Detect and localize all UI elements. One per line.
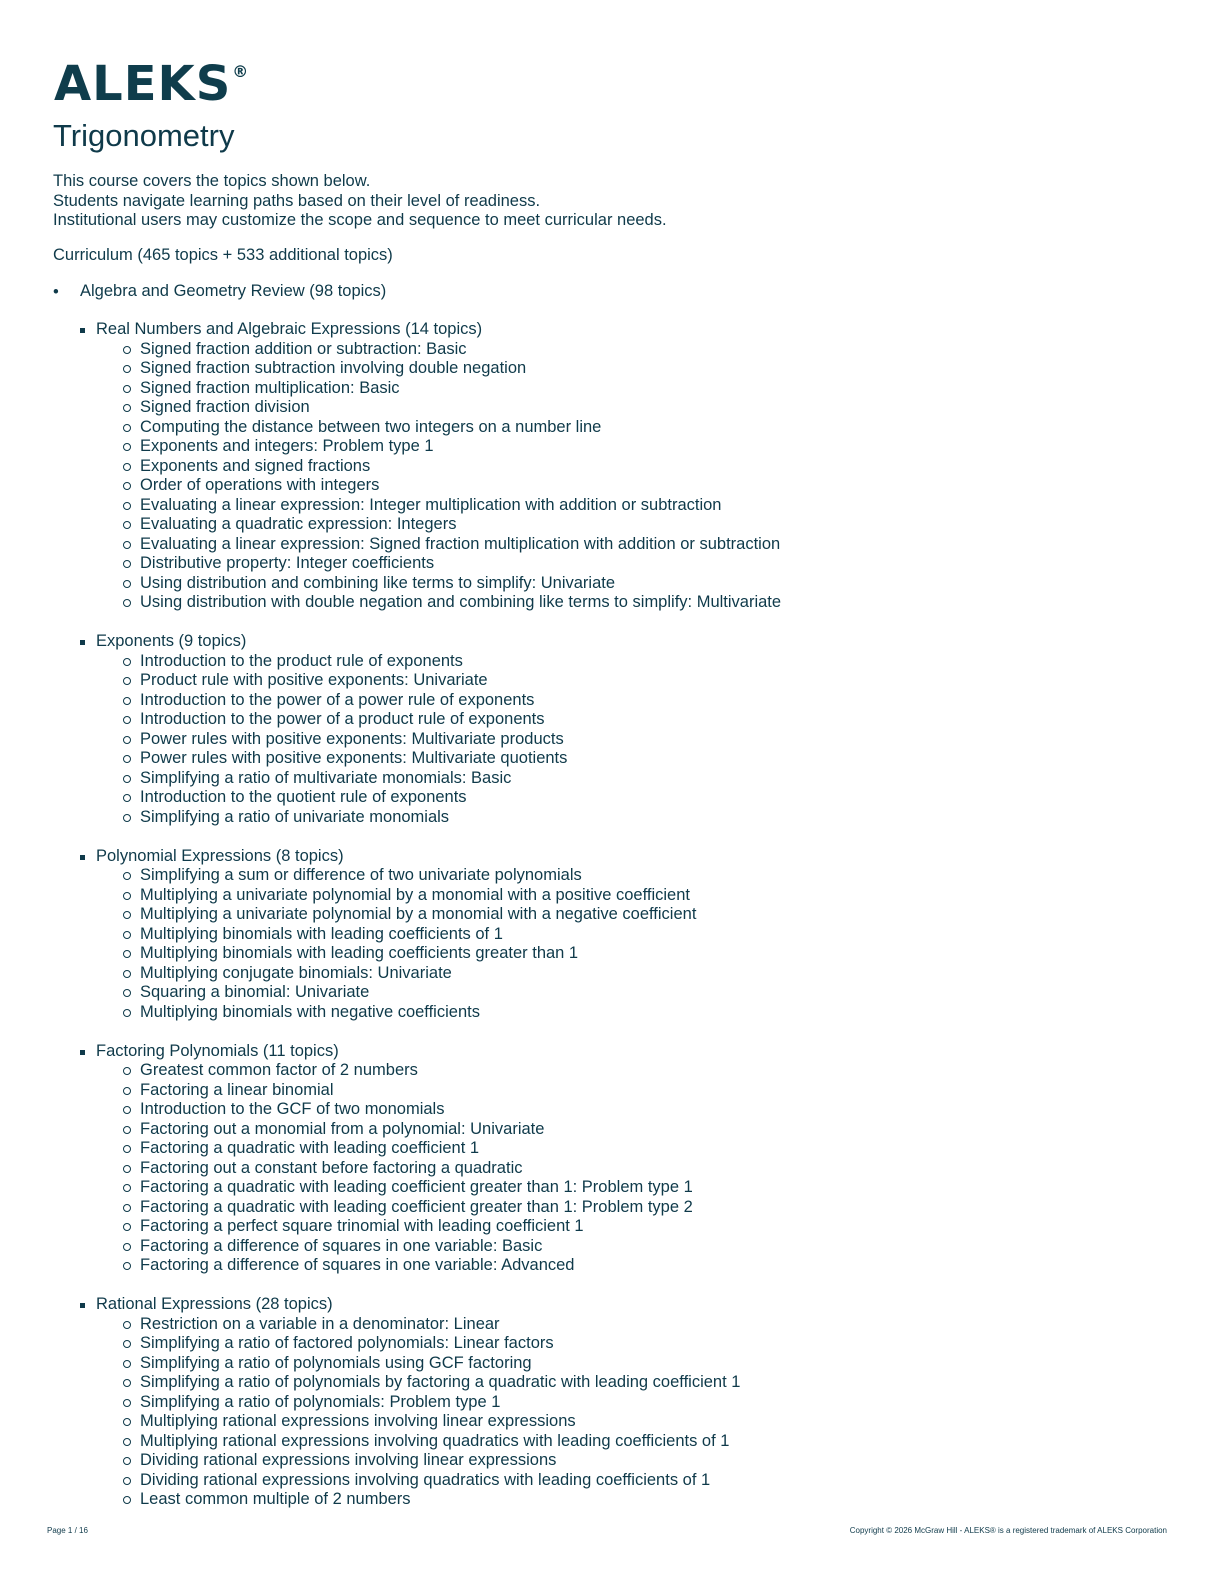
topic-label: Restriction on a variable in a denominator: Linear <box>140 1314 500 1333</box>
topic-label: Factoring a quadratic with leading coefficient greater than 1: Problem type 2 <box>140 1197 693 1216</box>
circle-bullet-icon <box>123 1165 131 1173</box>
section-label: Real Numbers and Algebraic Expressions (14 topics) <box>96 320 483 338</box>
topic-label: Factoring a linear binomial <box>140 1080 334 1099</box>
list-item <box>80 749 781 769</box>
circle-bullet-icon <box>123 1067 131 1075</box>
list-item <box>80 593 781 613</box>
list-item <box>80 808 781 828</box>
topic-label: Factoring a quadratic with leading coefficient 1 <box>140 1139 480 1157</box>
circle-bullet-icon <box>123 989 131 997</box>
topic-label: Power rules with positive exponents: Multivariate quotients <box>140 749 568 767</box>
intro <box>53 172 667 231</box>
topic-label: Factoring a difference of squares in one variable: Basic <box>140 1236 543 1255</box>
list-item <box>80 866 781 886</box>
topic-label: Factoring a difference of squares in one variable: Advanced <box>140 1256 575 1274</box>
circle-bullet-icon <box>123 677 131 685</box>
section-title <box>80 320 781 340</box>
list-item <box>80 1081 781 1101</box>
topic-label: Introduction to the power of a product rule of exponents <box>140 710 545 728</box>
list-item <box>80 1178 781 1198</box>
topic-label: Introduction to the GCF of two monomials <box>140 1100 445 1118</box>
circle-bullet-icon <box>123 346 131 354</box>
intro-line: Students navigate learning paths based on their level of readiness. <box>53 191 541 210</box>
topic-label: Signed fraction division <box>140 398 310 416</box>
list-item <box>80 1315 781 1335</box>
list-item <box>80 671 781 691</box>
copyright: Copyright © 2026 McGraw Hill - ALEKS® is a registered trademark of ALEKS Corporation <box>849 1526 1167 1535</box>
section <box>80 1042 781 1276</box>
list-item <box>80 1198 781 1218</box>
circle-bullet-icon <box>123 716 131 724</box>
curriculum-summary: Curriculum (465 topics + 533 additional topics) <box>53 246 393 264</box>
circle-bullet-icon <box>123 1243 131 1251</box>
list-item <box>80 554 781 574</box>
list-item <box>80 886 781 906</box>
section-title <box>80 1042 781 1062</box>
list-item <box>80 1120 781 1140</box>
circle-bullet-icon <box>123 1379 131 1387</box>
topic-label: Signed fraction subtraction involving double negation <box>140 359 527 377</box>
circle-bullet-icon <box>123 404 131 412</box>
topic-label: Factoring out a constant before factoring a quadratic <box>140 1158 523 1177</box>
list-item <box>80 788 781 808</box>
bullet-icon: • <box>53 283 59 301</box>
intro-line: This course covers the topics shown below. <box>53 172 371 190</box>
circle-bullet-icon <box>123 482 131 490</box>
topic-label: Simplifying a ratio of factored polynomials: Linear factors <box>140 1334 554 1352</box>
circle-bullet-icon <box>123 541 131 549</box>
circle-bullet-icon <box>123 814 131 822</box>
topic-label: Signed fraction addition or subtraction: Basic <box>140 339 467 358</box>
list-item <box>80 710 781 730</box>
list-item <box>80 1373 781 1393</box>
circle-bullet-icon <box>123 775 131 783</box>
circle-bullet-icon <box>123 872 131 880</box>
list-item <box>80 398 781 418</box>
circle-bullet-icon <box>123 1496 131 1504</box>
list-item <box>80 964 781 984</box>
topic-label: Factoring out a monomial from a polynomial: Univariate <box>140 1119 545 1138</box>
topic-label: Product rule with positive exponents: Univariate <box>140 671 488 689</box>
circle-bullet-icon <box>123 365 131 373</box>
list-item <box>80 418 781 438</box>
top-level-label: Algebra and Geometry Review (98 topics) <box>80 282 387 300</box>
list-item <box>80 515 781 535</box>
topic-label: Evaluating a linear expression: Integer multiplication with addition or subtraction <box>140 495 722 514</box>
topic-label: Squaring a binomial: Univariate <box>140 983 370 1001</box>
list-item <box>80 359 781 379</box>
square-bullet-icon <box>80 1303 85 1308</box>
list-item <box>80 1159 781 1179</box>
circle-bullet-icon <box>123 1321 131 1329</box>
circle-bullet-icon <box>123 1009 131 1017</box>
topic-label: Greatest common factor of 2 numbers <box>140 1061 418 1079</box>
list-item <box>80 1256 781 1276</box>
square-bullet-icon <box>80 640 85 645</box>
circle-bullet-icon <box>123 697 131 705</box>
list-item <box>80 340 781 360</box>
list-item <box>80 535 781 555</box>
section-title <box>80 632 781 652</box>
topic-label: Multiplying binomials with leading coefficients greater than 1 <box>140 944 579 962</box>
topic-label: Introduction to the quotient rule of exponents <box>140 788 467 806</box>
circle-bullet-icon <box>123 599 131 607</box>
topic-label: Order of operations with integers <box>140 476 380 494</box>
square-bullet-icon <box>80 855 85 860</box>
topic-label: Factoring a perfect square trinomial with leading coefficient 1 <box>140 1217 584 1235</box>
topic-label: Signed fraction multiplication: Basic <box>140 378 400 397</box>
list-item <box>80 1412 781 1432</box>
circle-bullet-icon <box>123 1457 131 1465</box>
topic-label: Simplifying a sum or difference of two univariate polynomials <box>140 866 582 884</box>
topic-label: Least common multiple of 2 numbers <box>140 1490 411 1508</box>
list-item <box>80 983 781 1003</box>
list-item <box>80 944 781 964</box>
circle-bullet-icon <box>123 1145 131 1153</box>
list-item <box>80 1003 781 1023</box>
topic-label: Distributive property: Integer coefficients <box>140 554 435 572</box>
topic-sections <box>80 320 781 1529</box>
list-item <box>80 1237 781 1257</box>
list-item <box>80 379 781 399</box>
circle-bullet-icon <box>123 580 131 588</box>
square-bullet-icon <box>80 328 85 333</box>
topic-label: Computing the distance between two integers on a number line <box>140 417 602 436</box>
page-title: Trigonometry <box>53 118 235 153</box>
top-level-item <box>53 282 387 301</box>
list-item <box>80 652 781 672</box>
topic-label: Simplifying a ratio of polynomials: Problem type 1 <box>140 1392 501 1411</box>
circle-bullet-icon <box>123 931 131 939</box>
circle-bullet-icon <box>123 1418 131 1426</box>
circle-bullet-icon <box>123 521 131 529</box>
topic-label: Introduction to the product rule of exponents <box>140 651 463 670</box>
list-item <box>80 1451 781 1471</box>
topic-label: Evaluating a quadratic expression: Integers <box>140 515 457 533</box>
list-item <box>80 925 781 945</box>
page-number: Page 1 / 16 <box>47 1526 88 1535</box>
section-title <box>80 847 781 867</box>
circle-bullet-icon <box>123 1477 131 1485</box>
circle-bullet-icon <box>123 502 131 510</box>
circle-bullet-icon <box>123 424 131 432</box>
topic-label: Simplifying a ratio of polynomials using GCF factoring <box>140 1353 532 1372</box>
list-item <box>80 1334 781 1354</box>
circle-bullet-icon <box>123 463 131 471</box>
topic-label: Simplifying a ratio of polynomials by factoring a quadratic with leading coefficient 1 <box>140 1373 741 1391</box>
intro-line: Institutional users may customize the scope and sequence to meet curricular needs. <box>53 211 667 229</box>
list-item <box>80 1393 781 1413</box>
section <box>80 1295 781 1510</box>
section-label: Exponents (9 topics) <box>96 632 247 650</box>
circle-bullet-icon <box>123 1106 131 1114</box>
list-item <box>80 476 781 496</box>
topic-label: Simplifying a ratio of univariate monomials <box>140 807 450 826</box>
list-item <box>80 1354 781 1374</box>
list-item <box>80 437 781 457</box>
list-item <box>80 905 781 925</box>
topic-label: Multiplying binomials with negative coefficients <box>140 1002 480 1021</box>
circle-bullet-icon <box>123 1340 131 1348</box>
list-item <box>80 1061 781 1081</box>
circle-bullet-icon <box>123 560 131 568</box>
list-item <box>80 691 781 711</box>
section <box>80 632 781 827</box>
circle-bullet-icon <box>123 385 131 393</box>
topic-label: Multiplying a univariate polynomial by a monomial with a positive coefficient <box>140 885 690 904</box>
topic-label: Factoring a quadratic with leading coefficient greater than 1: Problem type 1 <box>140 1178 693 1196</box>
list-item <box>80 769 781 789</box>
list-item <box>80 457 781 477</box>
circle-bullet-icon <box>123 892 131 900</box>
square-bullet-icon <box>80 1050 85 1055</box>
topic-label: Simplifying a ratio of multivariate monomials: Basic <box>140 768 512 787</box>
circle-bullet-icon <box>123 1204 131 1212</box>
list-item <box>80 574 781 594</box>
topic-label: Dividing rational expressions involving linear expressions <box>140 1451 557 1469</box>
circle-bullet-icon <box>123 1399 131 1407</box>
circle-bullet-icon <box>123 1438 131 1446</box>
circle-bullet-icon <box>123 1262 131 1270</box>
section-title <box>80 1295 781 1315</box>
circle-bullet-icon <box>123 1223 131 1231</box>
topic-label: Multiplying rational expressions involving linear expressions <box>140 1412 576 1430</box>
topic-label: Power rules with positive exponents: Multivariate products <box>140 729 564 748</box>
circle-bullet-icon <box>123 1126 131 1134</box>
topic-label: Using distribution with double negation and combining like terms to simplify: Multivariate <box>140 593 782 611</box>
section <box>80 320 781 613</box>
section <box>80 847 781 1023</box>
list-item <box>80 1432 781 1452</box>
circle-bullet-icon <box>123 1087 131 1095</box>
list-item <box>80 1100 781 1120</box>
section-label: Factoring Polynomials (11 topics) <box>96 1041 339 1060</box>
aleks-logo: ALEKS® <box>54 56 250 112</box>
topic-label: Evaluating a linear expression: Signed fraction multiplication with addition or subtraction <box>140 534 781 553</box>
list-item <box>80 1490 781 1510</box>
circle-bullet-icon <box>123 736 131 744</box>
list-item <box>80 730 781 750</box>
circle-bullet-icon <box>123 911 131 919</box>
circle-bullet-icon <box>123 970 131 978</box>
circle-bullet-icon <box>123 443 131 451</box>
list-item <box>80 1139 781 1159</box>
circle-bullet-icon <box>123 794 131 802</box>
circle-bullet-icon <box>123 658 131 666</box>
list-item <box>80 496 781 516</box>
topic-label: Multiplying conjugate binomials: Univariate <box>140 963 452 982</box>
topic-label: Multiplying binomials with leading coefficients of 1 <box>140 924 503 943</box>
topic-label: Exponents and integers: Problem type 1 <box>140 437 434 455</box>
circle-bullet-icon <box>123 1184 131 1192</box>
topic-label: Using distribution and combining like terms to simplify: Univariate <box>140 573 616 592</box>
section-label: Rational Expressions (28 topics) <box>96 1295 333 1313</box>
topic-label: Exponents and signed fractions <box>140 456 371 475</box>
topic-label: Multiplying rational expressions involving quadratics with leading coefficients of 1 <box>140 1431 730 1450</box>
list-item <box>80 1217 781 1237</box>
circle-bullet-icon <box>123 755 131 763</box>
circle-bullet-icon <box>123 950 131 958</box>
topic-label: Introduction to the power of a power rule of exponents <box>140 690 535 709</box>
topic-label: Multiplying a univariate polynomial by a monomial with a negative coefficient <box>140 905 697 923</box>
circle-bullet-icon <box>123 1360 131 1368</box>
list-item <box>80 1471 781 1491</box>
topic-label: Dividing rational expressions involving quadratics with leading coefficients of 1 <box>140 1470 711 1489</box>
section-label: Polynomial Expressions (8 topics) <box>96 846 344 865</box>
